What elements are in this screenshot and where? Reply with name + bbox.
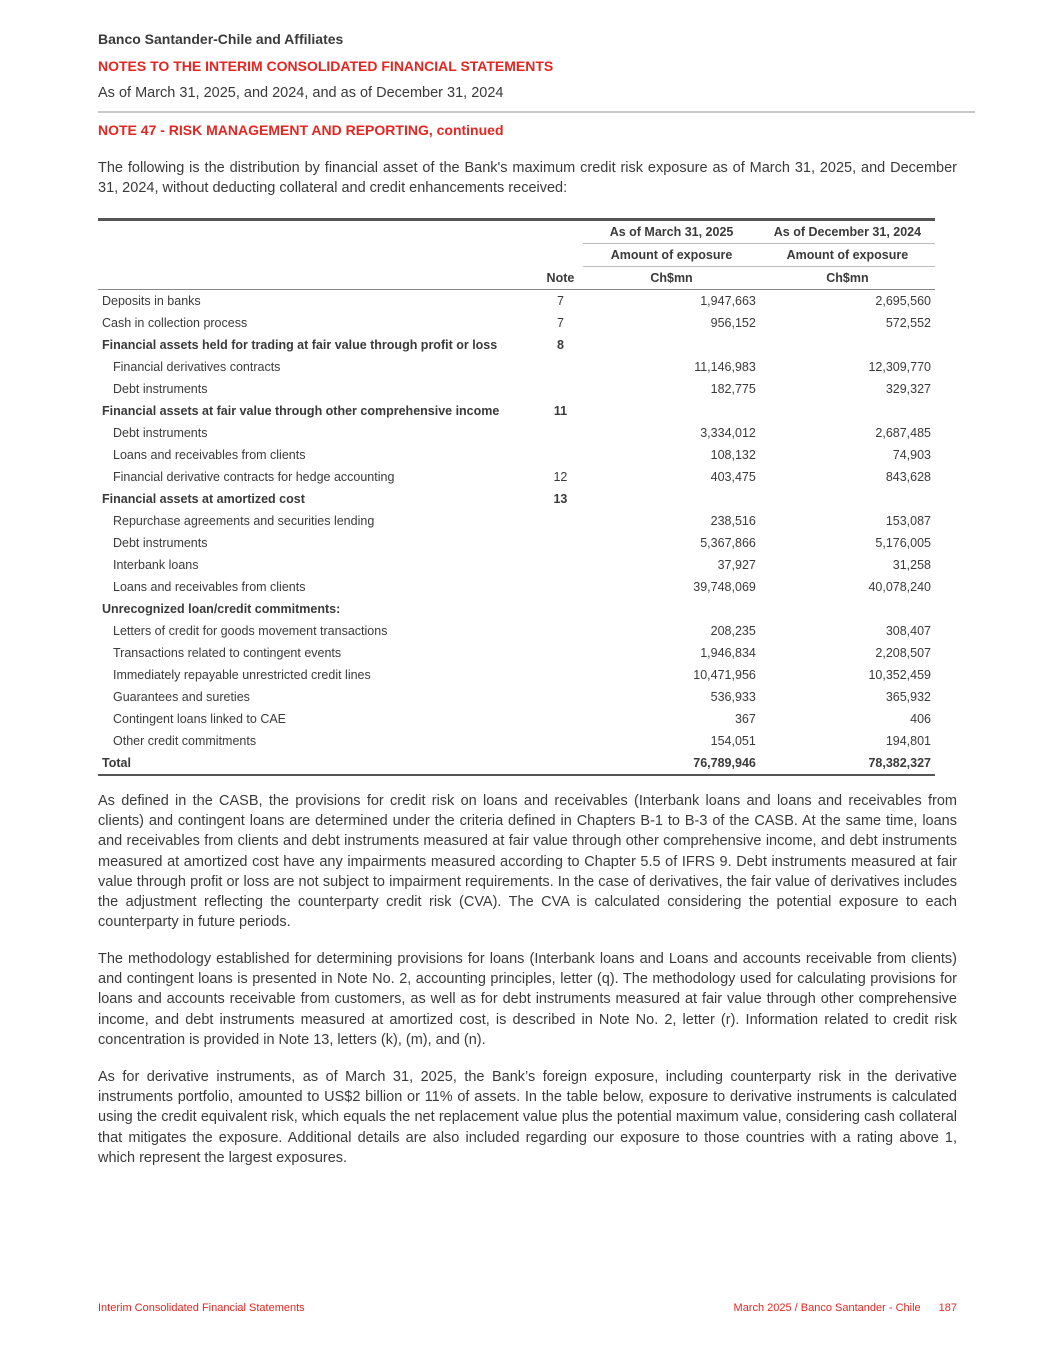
- cell-mar: 238,516: [710, 514, 756, 528]
- cell-dec: 2,695,560: [875, 294, 931, 308]
- cell-note: [538, 510, 584, 532]
- cell-label: Interbank loans: [113, 558, 199, 572]
- cell-label: Financial assets at amortized cost: [102, 492, 305, 506]
- footer-left: Interim Consolidated Financial Statements: [98, 1302, 305, 1314]
- cell-note: [538, 664, 584, 686]
- cell-label: Repurchase agreements and securities lending: [113, 514, 375, 528]
- cell-mar: 208,235: [710, 624, 756, 638]
- notes-title: NOTES TO THE INTERIM CONSOLIDATED FINANCIAL STATEMENTS: [98, 58, 554, 74]
- note-title: NOTE 47 - RISK MANAGEMENT AND REPORTING, continued: [98, 122, 504, 138]
- col-header-mar: As of March 31, 2025: [583, 220, 760, 244]
- cell-note: [538, 554, 584, 576]
- cell-mar: 367: [734, 712, 756, 726]
- cell-label: Financial assets at fair value through other comprehensive income: [102, 404, 500, 418]
- footer-right: [734, 1302, 957, 1314]
- cell-note: 11: [553, 404, 568, 418]
- cell-mar: 11,146,983: [694, 360, 756, 374]
- header-divider: [98, 111, 975, 113]
- cell-label: Cash in collection process: [102, 316, 248, 330]
- table-row: [98, 708, 935, 730]
- cell-note: [538, 642, 584, 664]
- cell-dec: 572,552: [885, 316, 931, 330]
- cell-mar: 3,334,012: [700, 426, 756, 440]
- cell-dec: [760, 488, 935, 510]
- cell-dec: 194,801: [885, 734, 931, 748]
- table-row: [98, 664, 935, 686]
- cell-note: [538, 686, 584, 708]
- cell-dec: 10,352,459: [868, 668, 931, 682]
- cell-mar: 956,152: [710, 316, 756, 330]
- cell-label: Financial derivative contracts for hedge accounting: [113, 470, 395, 484]
- cell-mar: 39,748,069: [693, 580, 756, 594]
- credit-exposure-table: [98, 218, 935, 776]
- cell-mar: 37,927: [717, 558, 756, 572]
- table-row: [98, 312, 935, 334]
- cell-dec: [760, 334, 935, 356]
- cell-label: Loans and receivables from clients: [113, 580, 306, 594]
- cell-dec: 329,327: [885, 382, 931, 396]
- cell-note: 13: [553, 492, 568, 506]
- cell-note: [538, 444, 584, 466]
- cell-mar: 536,933: [710, 690, 756, 704]
- total-label: Total: [102, 756, 131, 770]
- cell-dec: 365,932: [885, 690, 931, 704]
- paragraph-derivatives: As for derivative instruments, as of March 31, 2025, the Bank’s foreign exposure, including counterparty risk in the derivative instruments portfolio, amounted to US$2 billion or 11% of assets. In the table below, exposure to derivative instruments is calculated using the credit equivalent risk, which equals the net replacement value plus the potential maximum value, considering cash collateral that mitigates the exposure. Additional details are also included regarding our exposure to those countries with a rating above 1, which represent the largest exposures.: [98, 1069, 957, 1166]
- as-of-date: As of March 31, 2025, and 2024, and as of December 31, 2024: [98, 85, 504, 101]
- cell-mar: 1,947,663: [700, 294, 756, 308]
- table-row: [98, 686, 935, 708]
- cell-note: [538, 422, 584, 444]
- note-col-header: Note: [538, 267, 584, 290]
- cell-dec: 153,087: [885, 514, 931, 528]
- table-row: [98, 488, 935, 510]
- cell-mar: 108,132: [710, 448, 756, 462]
- cell-dec: [760, 598, 935, 620]
- cell-label: Debt instruments: [113, 382, 208, 396]
- table-row: [98, 598, 935, 620]
- cell-label: Financial derivatives contracts: [113, 360, 281, 374]
- cell-note: [538, 356, 584, 378]
- cell-note: 7: [556, 294, 564, 308]
- cell-label: Financial assets held for trading at fair value through profit or loss: [102, 338, 498, 352]
- table-row: [98, 444, 935, 466]
- cell-label: Guarantees and sureties: [113, 690, 250, 704]
- cell-note: 12: [553, 470, 568, 484]
- table-row: [98, 642, 935, 664]
- amount-label-dec: Amount of exposure: [760, 244, 935, 267]
- cell-mar: [583, 400, 760, 422]
- cell-dec: 2,208,507: [875, 646, 931, 660]
- table-row: [98, 422, 935, 444]
- cell-dec: 843,628: [885, 470, 931, 484]
- cell-mar: 182,775: [710, 382, 756, 396]
- table-row: [98, 510, 935, 532]
- cell-note: [538, 730, 584, 752]
- cell-note: 8: [556, 338, 564, 352]
- cell-mar: 5,367,866: [700, 536, 756, 550]
- unit-dec: Ch$mn: [760, 267, 935, 290]
- cell-dec: 308,407: [885, 624, 931, 638]
- company-name: Banco Santander-Chile and Affiliates: [98, 31, 344, 47]
- cell-label: Deposits in banks: [102, 294, 201, 308]
- cell-mar: [583, 598, 760, 620]
- table-row: [98, 356, 935, 378]
- table-row: [98, 576, 935, 598]
- cell-label: Letters of credit for goods movement transactions: [113, 624, 388, 638]
- col-header-dec: As of December 31, 2024: [760, 220, 935, 244]
- cell-note: 7: [556, 316, 564, 330]
- cell-dec: 31,258: [892, 558, 931, 572]
- cell-mar: 10,471,956: [693, 668, 756, 682]
- cell-label: Immediately repayable unrestricted credit lines: [113, 668, 371, 682]
- cell-note: [538, 378, 584, 400]
- intro-paragraph: The following is the distribution by financial asset of the Bank's maximum credit risk exposure as of March 31, 2025, and December 31, 2024, without deducting collateral and credit enhancements received:: [98, 160, 957, 196]
- cell-label: Debt instruments: [113, 426, 208, 440]
- paragraph-provisions: As defined in the CASB, the provisions for credit risk on loans and receivables (Interbank loans and loans and receivables from clients) and contingent loans are determined under the criteria defined in Chapters B-1 to B-3 of the CASB. At the same time, loans and receivables from clients and debt instruments measured at fair value through other comprehensive income, and debt instruments measured at amortized cost have any impairments measured according to Chapter 5.5 of IFRS 9. Debt instruments measured at fair value through profit or loss are not subject to impairment requirements. In the case of derivatives, the fair value of derivatives includes the adjustment reflecting the counterparty credit risk (CVA). The CVA is calculated considering the potential exposure to each counterparty in future periods.: [98, 793, 957, 931]
- table-row: [98, 290, 935, 313]
- cell-note: [538, 708, 584, 730]
- paragraph-methodology: The methodology established for determining provisions for loans (Interbank loans and Loans and accounts receivable from clients) and contingent loans is presented in Note No. 2, accounting principles, letter (q). The methodology used for calculating provisions for loans and accounts receivable from customers, as well as for debt instruments measured at fair value through other comprehensive income, and debt instruments measured at amortized cost, is described in Note No. 2, letter (r). Information related to credit risk concentration is provided in Note 13, letters (k), (m), and (n).: [98, 951, 957, 1048]
- table-row: [98, 532, 935, 554]
- cell-label: Other credit commitments: [113, 734, 257, 748]
- cell-note: [538, 532, 584, 554]
- cell-note: [538, 620, 584, 642]
- cell-mar: [583, 334, 760, 356]
- table-row: [98, 378, 935, 400]
- cell-dec: 2,687,485: [875, 426, 931, 440]
- cell-dec: 40,078,240: [868, 580, 931, 594]
- page-number: 187: [938, 1302, 957, 1314]
- cell-dec: 5,176,005: [875, 536, 931, 550]
- table-row: [98, 620, 935, 642]
- table-row: [98, 730, 935, 752]
- cell-label: Loans and receivables from clients: [113, 448, 306, 462]
- cell-mar: [583, 488, 760, 510]
- total-mar: 76,789,946: [693, 756, 756, 770]
- amount-label-mar: Amount of exposure: [583, 244, 760, 267]
- cell-note: [538, 576, 584, 598]
- cell-dec: [760, 400, 935, 422]
- table-row: [98, 400, 935, 422]
- cell-label: Contingent loans linked to CAE: [113, 712, 287, 726]
- footer-title: March 2025 / Banco Santander - Chile: [733, 1302, 921, 1314]
- cell-mar: 1,946,834: [700, 646, 756, 660]
- table-row: [98, 334, 935, 356]
- table-row: [98, 466, 935, 488]
- total-row: [98, 752, 935, 775]
- cell-dec: 406: [910, 712, 931, 726]
- cell-dec: 74,903: [892, 448, 931, 462]
- cell-label: Unrecognized loan/credit commitments:: [102, 602, 341, 616]
- total-dec: 78,382,327: [868, 756, 931, 770]
- cell-mar: 154,051: [710, 734, 756, 748]
- cell-mar: 403,475: [710, 470, 756, 484]
- cell-label: Transactions related to contingent events: [113, 646, 342, 660]
- cell-dec: 12,309,770: [868, 360, 931, 374]
- cell-label: Debt instruments: [113, 536, 208, 550]
- unit-mar: Ch$mn: [583, 267, 760, 290]
- cell-note: [538, 598, 584, 620]
- table-row: [98, 554, 935, 576]
